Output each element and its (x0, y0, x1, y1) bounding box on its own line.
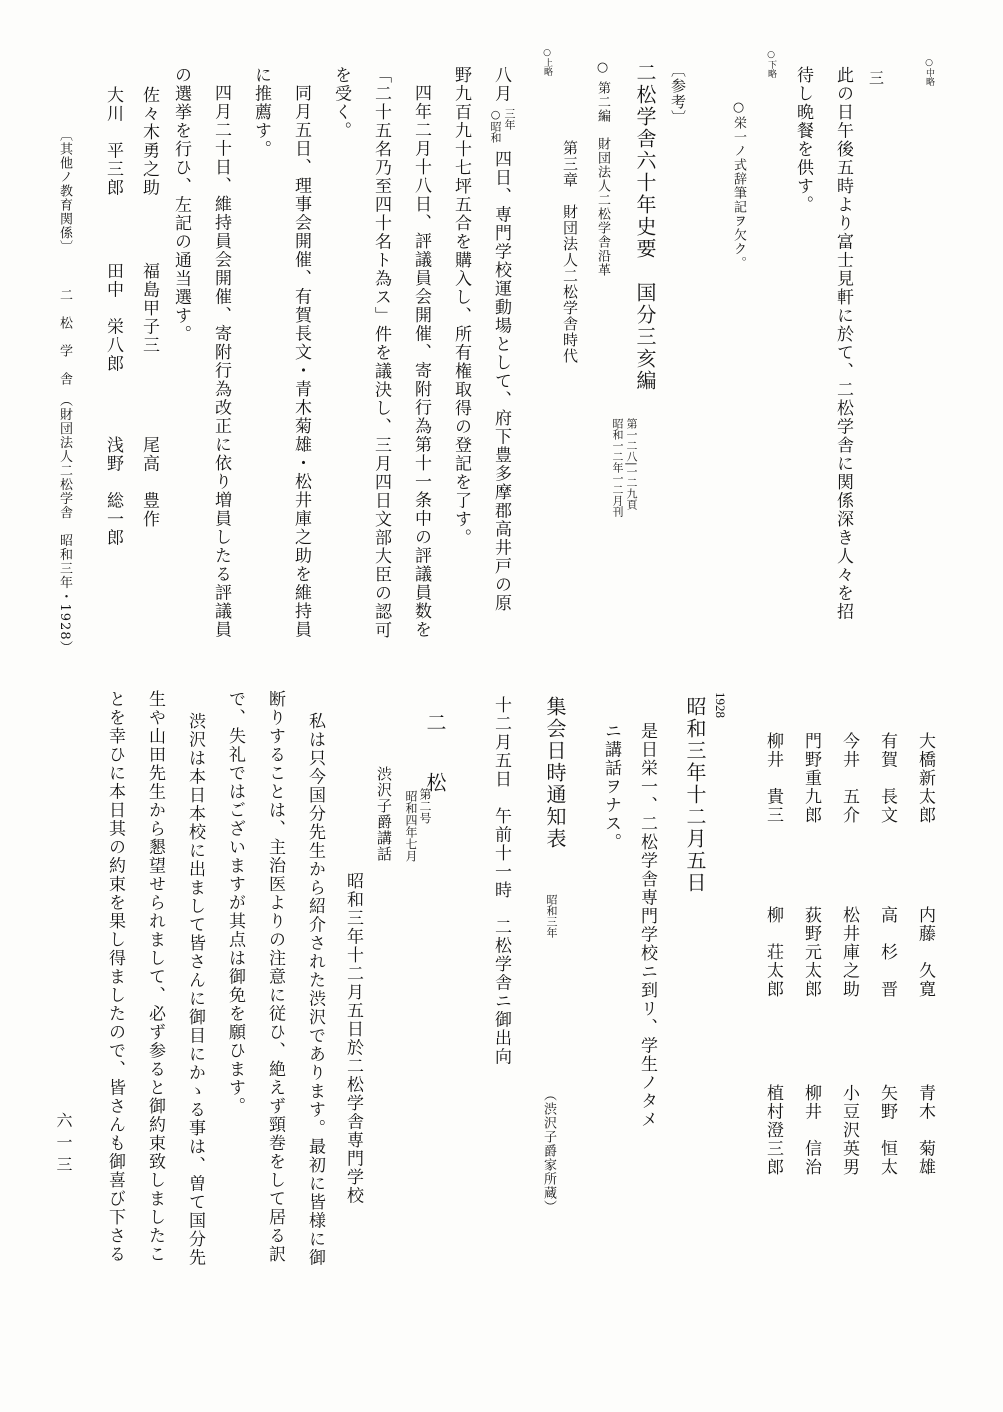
omission-note-after: ○下略 (766, 50, 776, 78)
councillor-name: 高 杉 晋 (877, 906, 897, 999)
paragraph-line: を受く。 (331, 66, 351, 140)
councillor-name: 有賀 長文 (877, 732, 897, 825)
paragraph-line: の選挙を行ひ、左記の通当選す。 (171, 66, 191, 344)
lecture-line: で、失礼ではございますが其点は御免を願ひます。 (225, 690, 245, 1116)
councillor-name: 小豆沢英男 (839, 1084, 859, 1177)
lecture-line: 私は只今国分先生から紹介された渋沢であります。最初に皆様に御 (305, 712, 325, 1267)
reference-label: 〔参考〕 (669, 62, 687, 126)
councillor-name: 柳井 信治 (801, 1084, 821, 1177)
missing-speech-note: ○栄一ノ式辞筆記ヲ欠ク。 (731, 100, 746, 270)
running-header-category: 〔其他ノ教育関係〕 (57, 128, 72, 254)
paragraph-line: 四日、専門学校運動場として、府下豊多摩郡高井戸の原 (491, 150, 511, 613)
running-header-text: 二 松 学 舎 （財団法人二松学舎 昭和三年・ (57, 288, 72, 604)
lecture-title: 渋沢子爵講話 (375, 766, 393, 862)
paragraph-line: 同月五日、理事会開催、有賀長文・青木菊雄・松井庫之助を維持員 (291, 84, 311, 639)
paragraph-line: 此の日午後五時より富士見軒に於て、二松学舎に関係深き人々を招 (833, 66, 853, 621)
lecture-line: 断りすることは、主治医よりの注意に従ひ、絶えず頸巻をして居る訳 (265, 690, 285, 1264)
councillor-name: 荻野元太郎 (801, 906, 821, 999)
lecture-header: 昭和三年十二月五日於二松学舎専門学校 (343, 872, 363, 1205)
paragraph-line: 四年二月十八日、評議員会開催、寄附行為第十一条中の評議員数を (411, 84, 431, 639)
notice-title: 集会日時通知表 (543, 696, 567, 850)
councillor-name: 大橋新太郎 (915, 732, 935, 825)
entry-line: 是日栄一、二松学舎専門学校ニ到リ、学生ノタメ (637, 722, 657, 1129)
councillor-name: 門野重九郎 (801, 732, 821, 825)
councillor-name: 佐々木勇之助 (139, 86, 159, 197)
source-date: 昭和一二年一二月刊 (611, 418, 624, 517)
page-number: 六一三 (54, 1112, 73, 1178)
councillor-name: 田中 栄八郎 (103, 262, 123, 373)
source-title: 二松学舎六十年史要 国分三亥編 (633, 62, 657, 392)
running-header-title (58, 288, 71, 655)
councillor-name: 福島甲子三 (139, 262, 159, 355)
entry-line: ニ講話ヲナス。 (601, 722, 621, 852)
councillor-name: 尾高 豊作 (139, 436, 159, 529)
journal-issue: 第二号 (418, 788, 432, 824)
councillor-name: 今井 五介 (839, 732, 859, 825)
councillor-name: 大川 平三郎 (103, 86, 123, 197)
lecture-line: とを幸ひに本日其の約束を果し得ましたので、皆さんも御喜び下さる (105, 690, 125, 1264)
omission-note-middle: ○中略 (924, 58, 934, 86)
paragraph-line (492, 66, 509, 103)
running-header-close: ） (57, 640, 72, 655)
paragraph-line: 待し晩餐を供す。 (793, 66, 813, 214)
paragraph-line: 四月二十日、維持員会開催、寄附行為改正に依り増員したる評議員 (211, 84, 231, 639)
councillor-name: 柳 荘太郎 (763, 906, 783, 999)
paragraph-line: に推薦す。 (251, 66, 271, 159)
councillor-name: 浅野 総一郎 (103, 436, 123, 547)
journal-date: 昭和四年七月 (404, 790, 418, 862)
section-number: 三 (867, 70, 885, 86)
chapter-heading: 第三章 財団法人二松学舎時代 (561, 140, 579, 364)
councillor-name: 矢野 恒太 (877, 1084, 897, 1177)
paragraph-line: 野九百九十七坪五合を購入し、所有権取得の登記を了す。 (451, 66, 471, 547)
paragraph-line: 「二十五名乃至四十名ト為ス」件を議決し、三月四日文部大臣の認可 (371, 66, 391, 640)
source-pages: 第一二八|一二九頁 (625, 418, 638, 510)
councillor-name: 青木 菊雄 (915, 1084, 935, 1177)
year-marker: 1928 (713, 692, 728, 718)
notice-entry: 十二月五日 午前十一時 二松学舎ニ御出向 (491, 696, 511, 1066)
era-note: ○昭和 (489, 108, 502, 143)
notice-source: （渋沢子爵家所蔵） (541, 1088, 556, 1214)
date-heading: 昭和三年十二月五日 (683, 696, 707, 894)
running-header-year: 1928 (57, 603, 72, 641)
era-note: 三年 (503, 108, 516, 130)
lecture-line: 渋沢は本日本校に出まして皆さんに御目にかゝる事は、曽て国分先 (185, 712, 205, 1267)
councillor-name: 柳井 貴三 (763, 732, 783, 825)
sub-section-heading: ○ 第二編 財団法人二松学舎沿革 (595, 60, 610, 278)
councillor-name: 松井庫之助 (839, 906, 859, 999)
lecture-line: 生や山田先生から懇望せられまして、必ず参ると御約束致しましたこ (145, 690, 165, 1264)
councillor-name: 植村澄三郎 (763, 1084, 783, 1177)
omission-note-before: ○上略 (542, 48, 552, 76)
journal-title: 二 松 (423, 712, 447, 802)
councillor-name: 内藤 久寛 (915, 906, 935, 999)
notice-year: 昭和三年 (545, 894, 558, 938)
paragraph-text: 八月 (491, 66, 511, 103)
